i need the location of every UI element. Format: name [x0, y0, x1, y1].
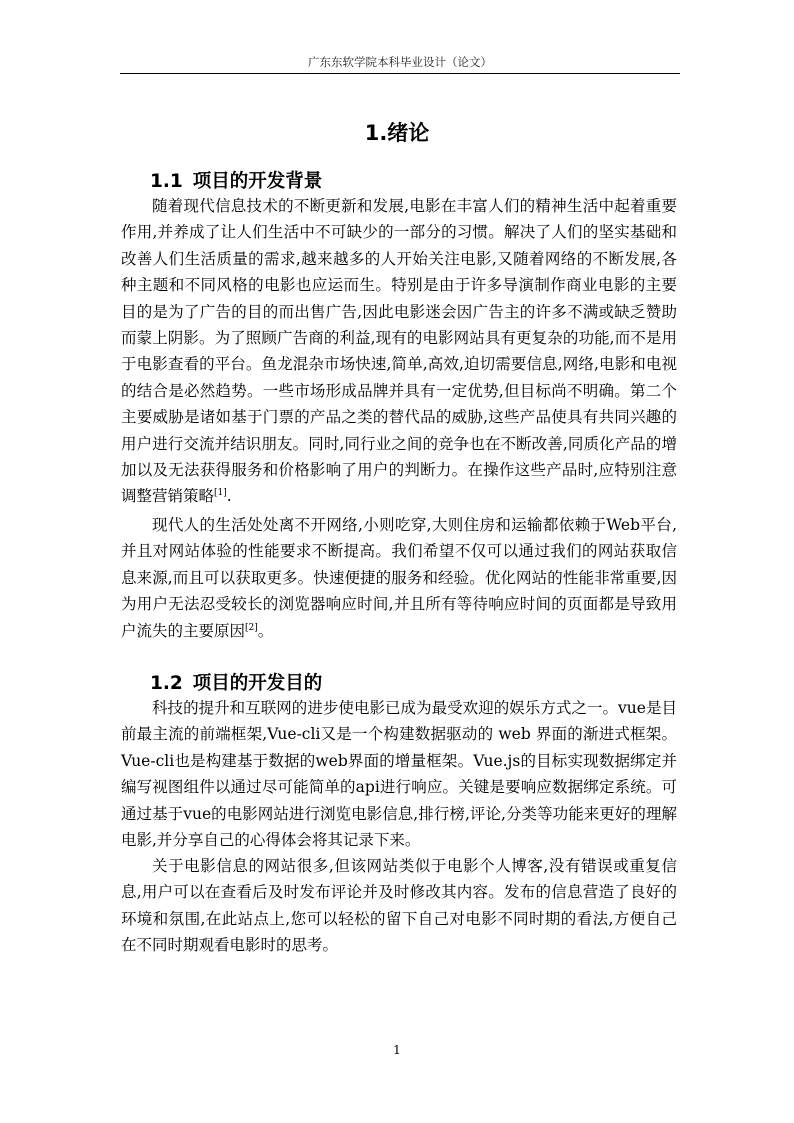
paragraph [121, 853, 677, 959]
paragraph [121, 193, 677, 510]
citation-marker: [1] [214, 488, 227, 499]
section-number: 1.2 [150, 673, 183, 694]
paragraph-text: 科技的提升和互联网的进步使电影已成为最受欢迎的娱乐方式之一。vue是目前最主流的前端框架,Vue-cli又是一个构建数据驱动的 web 界面的渐进式框架。Vue-cli也是构建基于数据的web界面的增量框架。Vue.js的目标实现数据绑定并编写视图组件以通过尽可能简单的api进行响应。关键是要响应数据绑定系统。可通过基于vue的电影网站进行浏览电影信息,排行榜,评论,分类等功能来更好的理解电影,并分享自己的心得体会将其记录下来。 [121, 699, 677, 850]
paragraph-end: . [226, 487, 232, 506]
running-header: 广东东软学院本科毕业设计（论文） [308, 55, 492, 69]
section-heading-1-1 [150, 167, 322, 193]
page-number: 1 [393, 1043, 401, 1057]
section-number: 1.1 [150, 171, 183, 192]
section-title: 项目的开发目的 [192, 673, 323, 694]
paragraph-text: 关于电影信息的网站很多,但该网站类似于电影个人博客,没有错误或重复信息,用户可以在查看后及时发布评论并及时修改其内容。发布的信息营造了良好的环境和氛围,在此站点上,您可以轻松的留下自己对电影不同时期的看法,方便自己在不同时期观看电影时的思考。 [121, 857, 677, 955]
chapter-title: 1.绪论 [364, 121, 430, 145]
paragraph [121, 512, 677, 644]
paragraph-text: 现代人的生活处处离不开网络,小则吃穿,大则住房和运输都依赖于Web平台,并且对网站体验的性能要求不断提高。我们希望不仅可以通过我们的网站获取信息来源,而且可以获取更多。快速便捷的服务和经验。优化网站的性能非常重要,因为用户无法忍受较长的浏览器响应时间,并且所有等待响应时间的页面都是导致用户流失的主要原因 [121, 516, 677, 640]
paragraph-end: 。 [257, 621, 274, 640]
header-divider [120, 73, 680, 74]
paragraph-text: 随着现代信息技术的不断更新和发展,电影在丰富人们的精神生活中起着重要作用,并养成了让人们生活中不可缺少的一部分的习惯。解决了人们的坚实基础和改善人们生活质量的需求,越来越多的人开始关注电影,又随着网络的不断发展,各种主题和不同风格的电影也应运而生。特别是由于许多导演制作商业电影的主要目的是为了广告的目的而出售广告,因此电影迷会因广告主的许多不满或缺乏赞助而蒙上阴影。为了照顾广告商的利益,现有的电影网站具有更复杂的功能,而不是用于电影查看的平台。鱼龙混杂市场快速,简单,高效,迫切需要信息,网络,电影和电视的结合是必然趋势。一些市场形成品牌并具有一定优势,但目标尚不明确。第二个主要威胁是诸如基于门票的产品之类的替代品的威胁,这些产品使具有共同兴趣的用户进行交流并结识朋友。同时,同行业之间的竞争也在不断改善,同质化产品的增加以及无法获得服务和价格影响了用户的判断力。在操作这些产品时,应特别注意调整营销策略 [121, 197, 677, 506]
paragraph [121, 695, 677, 853]
citation-marker: [2] [245, 622, 258, 633]
section-title: 项目的开发背景 [192, 171, 323, 192]
section-heading-1-2 [150, 669, 322, 695]
